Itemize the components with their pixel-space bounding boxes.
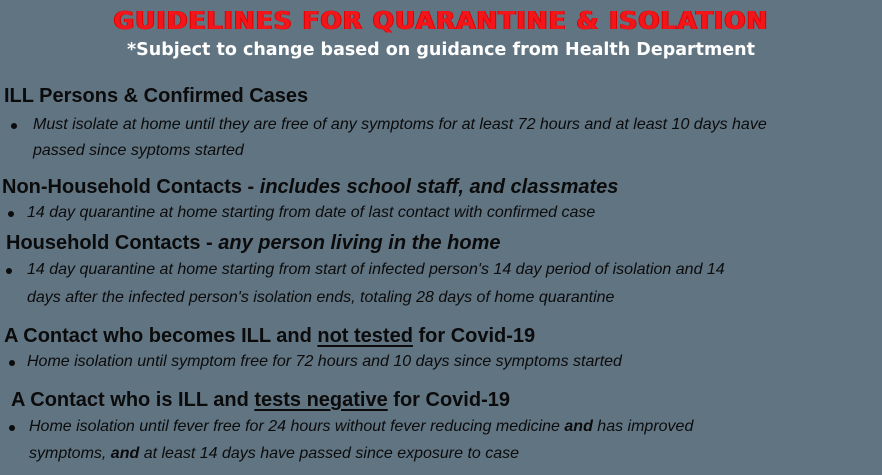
heading-text-end: for Covid-19 (412, 325, 536, 347)
bullet-text-part: symptoms, (29, 445, 111, 462)
bullet-dot (9, 425, 15, 431)
section-heading-household (6, 232, 501, 255)
bullet-text: 14 day quarantine at home starting from start of infected person's 14 day period of isolation and 14 (27, 261, 725, 278)
heading-text: A Contact who is ILL and (11, 389, 255, 411)
bullet-text: 14 day quarantine at home starting from date of last contact with confirmed case (27, 204, 596, 221)
bullet-text: Must isolate at home until they are free of any symptoms for at least 72 hours and at least 10 days have (33, 116, 767, 133)
heading-text: Household Contacts - (6, 232, 219, 254)
section-heading-ill-persons: ILL Persons & Confirmed Cases (4, 85, 309, 107)
heading-text: A Contact who becomes ILL and (4, 325, 318, 347)
bullet-text-part: has improved (592, 418, 694, 435)
bullet-text-continued: passed since syptoms started (33, 142, 244, 159)
page-title: GUIDELINES FOR QUARANTINE & ISOLATION (113, 6, 769, 35)
bullet-dot (8, 211, 14, 217)
heading-underlined-text: not tested (317, 325, 413, 347)
bullet-emphasis: and (110, 445, 140, 462)
section-heading-contact-ill-tests-negative (11, 389, 510, 412)
bullet-text-part: at least 14 days have passed since exposure to case (139, 445, 520, 462)
bullet-text: Home isolation until symptom free for 72 hours and 10 days since symptoms started (27, 353, 622, 370)
heading-text-end: for Covid-19 (387, 389, 510, 411)
bullet-text-continued: days after the infected person's isolation ends, totaling 28 days of home quarantine (27, 289, 615, 306)
bullet-text (29, 414, 693, 440)
section-heading-non-household (2, 176, 618, 199)
bullet-text-part: Home isolation until fever free for 24 hours without fever reducing medicine (29, 418, 565, 435)
bullet-dot (11, 123, 17, 129)
bullet-emphasis: and (564, 418, 593, 435)
section-heading-contact-ill-not-tested (4, 325, 535, 348)
heading-italic-text: includes school staff, and classmates (259, 176, 619, 198)
heading-underlined-text: tests negative (254, 389, 388, 411)
bullet-dot (6, 268, 12, 274)
bullet-text-continued (29, 441, 519, 467)
heading-italic-text: any person living in the home (218, 232, 501, 254)
page-subtitle: *Subject to change based on guidance from Health Department (127, 40, 755, 60)
heading-text: Non-Household Contacts - (2, 176, 260, 198)
bullet-dot (9, 360, 15, 366)
